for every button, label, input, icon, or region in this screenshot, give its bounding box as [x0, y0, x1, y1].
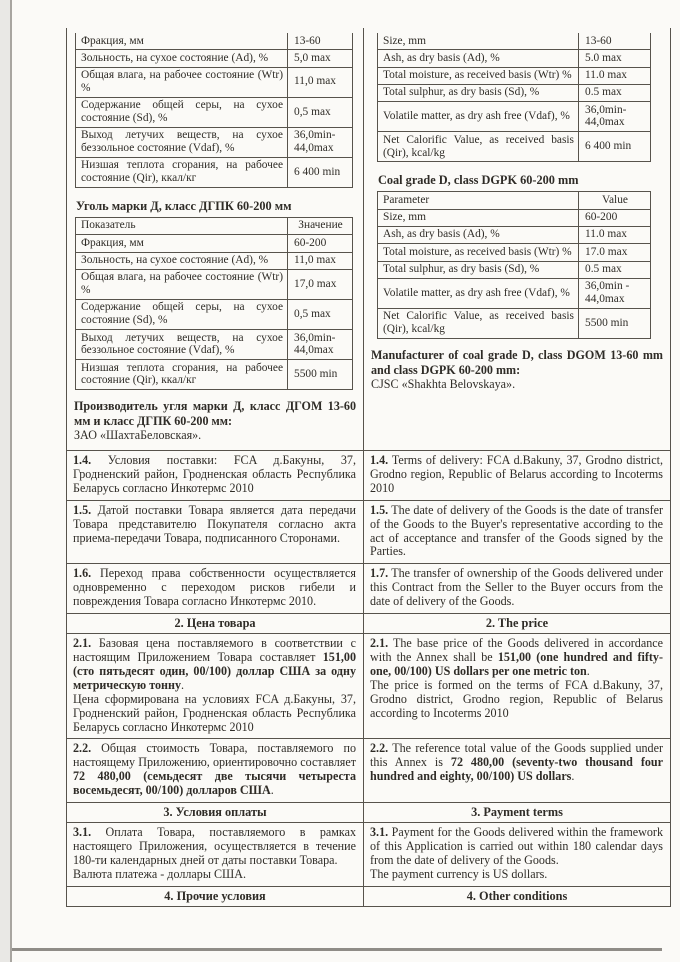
spec-value: 11.0 max: [579, 67, 651, 84]
spec-value: 0.5 max: [579, 261, 651, 278]
spec-table-en-dgpk: [377, 191, 651, 339]
spec-value: 5500 min: [288, 360, 353, 390]
price-per-ton-en: 151,00 (one hundred and fifty-one, 00/100) US dollars per one metric ton: [370, 649, 663, 678]
clause-text: .: [586, 663, 590, 678]
section-header-payment-en: 3. Payment terms: [364, 803, 671, 823]
spec-value: 36,0min-44,0max: [288, 330, 353, 360]
spec-param: Общая влага, на рабочее состояние (Wtr) %: [76, 269, 288, 299]
clause-text: Валюта платежа - доллары США.: [73, 866, 246, 881]
spec-param: Общая влага, на рабочее состояние (Wtr) %: [76, 67, 288, 97]
spec-value: 36,0min-44,0max: [288, 127, 353, 157]
spec-value: 13-60: [579, 33, 651, 50]
clause-text: Цена сформирована на условиях FCA д.Бакуны, 37, Гродненский район, Гродненская область Республика Беларусь согласно Инкотермс 2010: [73, 691, 356, 734]
clause-text: Базовая цена поставляемого в соответствии с настоящим Приложением Товара составляет: [73, 636, 356, 664]
spec-param: Фракция, мм: [76, 33, 288, 50]
clause-text: Оплата Товара, поставляемого в рамках настоящего Приложения, осуществляется в течение 180-ти календарных дней от даты поставки Товара.: [73, 825, 356, 867]
clause-text: .: [571, 769, 575, 784]
clause-number: 3.1.: [73, 825, 92, 840]
spec-value: 5,0 max: [288, 50, 353, 67]
clause-number: 1.5.: [73, 502, 92, 517]
contract-table: [66, 28, 671, 907]
clause-3-1-ru: [67, 823, 364, 887]
spec-value: 36,0min-44,0max: [579, 102, 651, 132]
spec-param: Низшая теплота сгорания, на рабочее состояние (Qir), ккал/кг: [76, 360, 288, 390]
spec-param: Total moisture, as received basis (Wtr) %: [378, 244, 579, 261]
clause-text: .: [181, 677, 185, 692]
spec-value: 13-60: [288, 33, 353, 50]
clause-number: 1.6.: [73, 566, 92, 581]
spec-param: Выход летучих веществ, на сухое беззольное состояние (Vdaf), %: [76, 127, 288, 157]
spec-param: Size, mm: [378, 33, 579, 50]
spec-param: Total moisture, as received basis (Wtr) %: [378, 67, 579, 84]
clause-text: The payment currency is US dollars.: [370, 866, 548, 881]
spec-param: Содержание общей серы, на сухое состояние (Sd), %: [76, 97, 288, 127]
section-header-payment-ru: 3. Условия оплаты: [67, 803, 364, 823]
clause-1-6-ru: [67, 564, 364, 614]
clause-number: 3.1.: [370, 825, 389, 840]
clause-text: The price is formed on the terms of FCA d.Bakuny, 37, Grodno district, Grodno region, Republic of Belarus according to Incoterms 2010: [370, 677, 663, 720]
clause-text: The date of delivery of the Goods is the date of transfer of the Goods to the Buyer's representative according to the act of acceptance and transfer of the Goods signed by the Parties.: [370, 502, 663, 559]
clause-number: 2.2.: [370, 741, 389, 756]
clause-2-1-en: [364, 634, 671, 739]
clause-text: Переход права собственности осуществляется одновременно с переходом рисков гибели и повреждения Товара согласно Инкотермс 2010.: [73, 566, 356, 609]
spec-value: 60-200: [288, 235, 353, 252]
spec-param: Total sulphur, as dry basis (Sd), %: [378, 261, 579, 278]
clause-number: 1.4.: [73, 453, 92, 468]
spec-value: 6 400 min: [288, 157, 353, 187]
spec-value: 11.0 max: [579, 226, 651, 243]
clause-text: Общая стоимость Товара, поставляемого по настоящему Приложению, ориентировочно составляет: [73, 741, 356, 770]
total-value-ru: 72 480,00 (семьдесят две тысячи четыреста восемьдесят, 00/100) долларов США: [73, 769, 356, 798]
spec-param: Выход летучих веществ, на сухое беззольное состояние (Vdaf), %: [76, 330, 288, 360]
spec-table-en-dgom: [377, 33, 651, 162]
manufacturer-ru-name: ЗАО «ШахтаБеловская».: [74, 428, 202, 443]
spec-col-header: Value: [579, 192, 651, 209]
spec-param: Volatile matter, as dry ash free (Vdaf), %: [378, 102, 579, 132]
spec-value: 0,5 max: [288, 299, 353, 329]
section-header-price-en: 2. The price: [364, 614, 671, 634]
scan-edge-line: [10, 0, 12, 962]
clause-text: The reference total value of the Goods supplied under this Annex is: [370, 741, 663, 770]
clause-number: 2.1.: [370, 636, 389, 651]
spec-value: 0.5 max: [579, 84, 651, 101]
clause-number: 1.7.: [370, 566, 389, 581]
section-header-other-en: 4. Other conditions: [364, 886, 671, 906]
spec-param: Зольность, на сухое состояние (Ad), %: [76, 50, 288, 67]
clause-2-2-ru: [67, 739, 364, 803]
spec-value: 17,0 max: [288, 269, 353, 299]
clause-text: .: [270, 783, 274, 798]
scan-edge-strip: [0, 0, 10, 962]
spec-param: Зольность, на сухое состояние (Ad), %: [76, 252, 288, 269]
spec-value: 5.0 max: [579, 50, 651, 67]
spec-value: 6 400 min: [579, 132, 651, 162]
section-header-other-ru: 4. Прочие условия: [67, 886, 364, 906]
clause-1-4-ru: [67, 451, 364, 501]
clause-2-2-en: [364, 739, 671, 803]
spec-table-ru-dgom: [75, 33, 353, 188]
spec-table-title-ru: Уголь марки Д, класс ДГПК 60-200 мм: [76, 198, 292, 213]
section-header-price-ru: 2. Цена товара: [67, 614, 364, 634]
spec-cell-ru: [67, 28, 364, 451]
spec-value: 5500 min: [579, 308, 651, 338]
clause-1-5-ru: [67, 500, 364, 564]
manufacturer-ru: [74, 399, 356, 443]
spec-value: 11,0 max: [288, 252, 353, 269]
scan-bottom-line: [12, 948, 662, 951]
clause-1-5-en: [364, 500, 671, 564]
spec-param: Size, mm: [378, 209, 579, 226]
spec-col-header: Значение: [288, 217, 353, 234]
spec-table-ru-dgpk: [75, 217, 353, 390]
clause-text: Terms of delivery: FCA d.Bakuny, 37, Grodno district, Grodno region, Republic of Belarus according to Incoterms 2010: [370, 453, 663, 495]
total-value-en: 72 480,00 (seventy-two thousand four hundred and eighty, 00/100) US dollars: [370, 755, 663, 784]
spec-param: Net Calorific Value, as received basis (Qir), kcal/kg: [378, 132, 579, 162]
spec-param: Ash, as dry basis (Ad), %: [378, 50, 579, 67]
spec-col-header: Parameter: [378, 192, 579, 209]
spec-param: Ash, as dry basis (Ad), %: [378, 226, 579, 243]
clause-2-1-ru: [67, 634, 364, 739]
clause-3-1-en: [364, 823, 671, 887]
spec-value: 0,5 max: [288, 97, 353, 127]
spec-value: 11,0 max: [288, 67, 353, 97]
clause-number: 1.5.: [370, 502, 389, 517]
price-per-ton-ru: 151,00 (сто пятьдесят один, 00/100) доллар США за одну метрическую тонну: [73, 649, 356, 692]
clause-number: 1.4.: [370, 453, 389, 468]
clause-text: Payment for the Goods delivered within the framework of this Application is carried out within 180 calendar days from the date of delivery of the Goods.: [370, 825, 663, 867]
manufacturer-en: [371, 348, 663, 392]
clause-text: Датой поставки Товара является дата передачи Товара представителю Покупателя согласно акта приема-передачи Товара, подписанного Сторонами.: [73, 502, 356, 545]
spec-param: Фракция, мм: [76, 235, 288, 252]
manufacturer-en-label: Manufacturer of coal grade D, class DGOM 13-60 mm and class DGPK 60-200 mm:: [371, 348, 663, 377]
spec-param: Total sulphur, as dry basis (Sd), %: [378, 84, 579, 101]
manufacturer-ru-label: Производитель угля марки Д, класс ДГОМ 13-60 мм и класс ДГПК 60-200 мм:: [74, 399, 356, 428]
spec-cell-en: [364, 28, 671, 451]
manufacturer-en-name: CJSC «Shakhta Belovskaya».: [371, 377, 516, 392]
spec-param: Volatile matter, as dry ash free (Vdaf), %: [378, 278, 579, 308]
spec-value: 36,0min - 44,0max: [579, 278, 651, 308]
spec-value: 17.0 max: [579, 244, 651, 261]
clause-text: Условия поставки: FCA д.Бакуны, 37, Гродненский район, Гродненская область Республика Беларусь согласно Инкотермс 2010: [73, 453, 356, 495]
clause-number: 2.2.: [73, 741, 92, 756]
clause-1-4-en: [364, 451, 671, 501]
spec-table-title-en: Coal grade D, class DGPK 60-200 mm: [378, 173, 579, 188]
spec-param: Net Calorific Value, as received basis (Qir), kcal/kg: [378, 308, 579, 338]
clause-text: The transfer of ownership of the Goods delivered under this Contract from the Seller to the Buyer occurs from the date of delivery of the Goods.: [370, 566, 663, 609]
clause-text: The base price of the Goods delivered in accordance with the Annex shall be: [370, 636, 663, 664]
clause-number: 2.1.: [73, 636, 92, 651]
spec-col-header: Показатель: [76, 217, 288, 234]
spec-param: Низшая теплота сгорания, на рабочее состояние (Qir), ккал/кг: [76, 157, 288, 187]
clause-1-7-en: [364, 564, 671, 614]
spec-value: 60-200: [579, 209, 651, 226]
spec-param: Содержание общей серы, на сухое состояние (Sd), %: [76, 299, 288, 329]
